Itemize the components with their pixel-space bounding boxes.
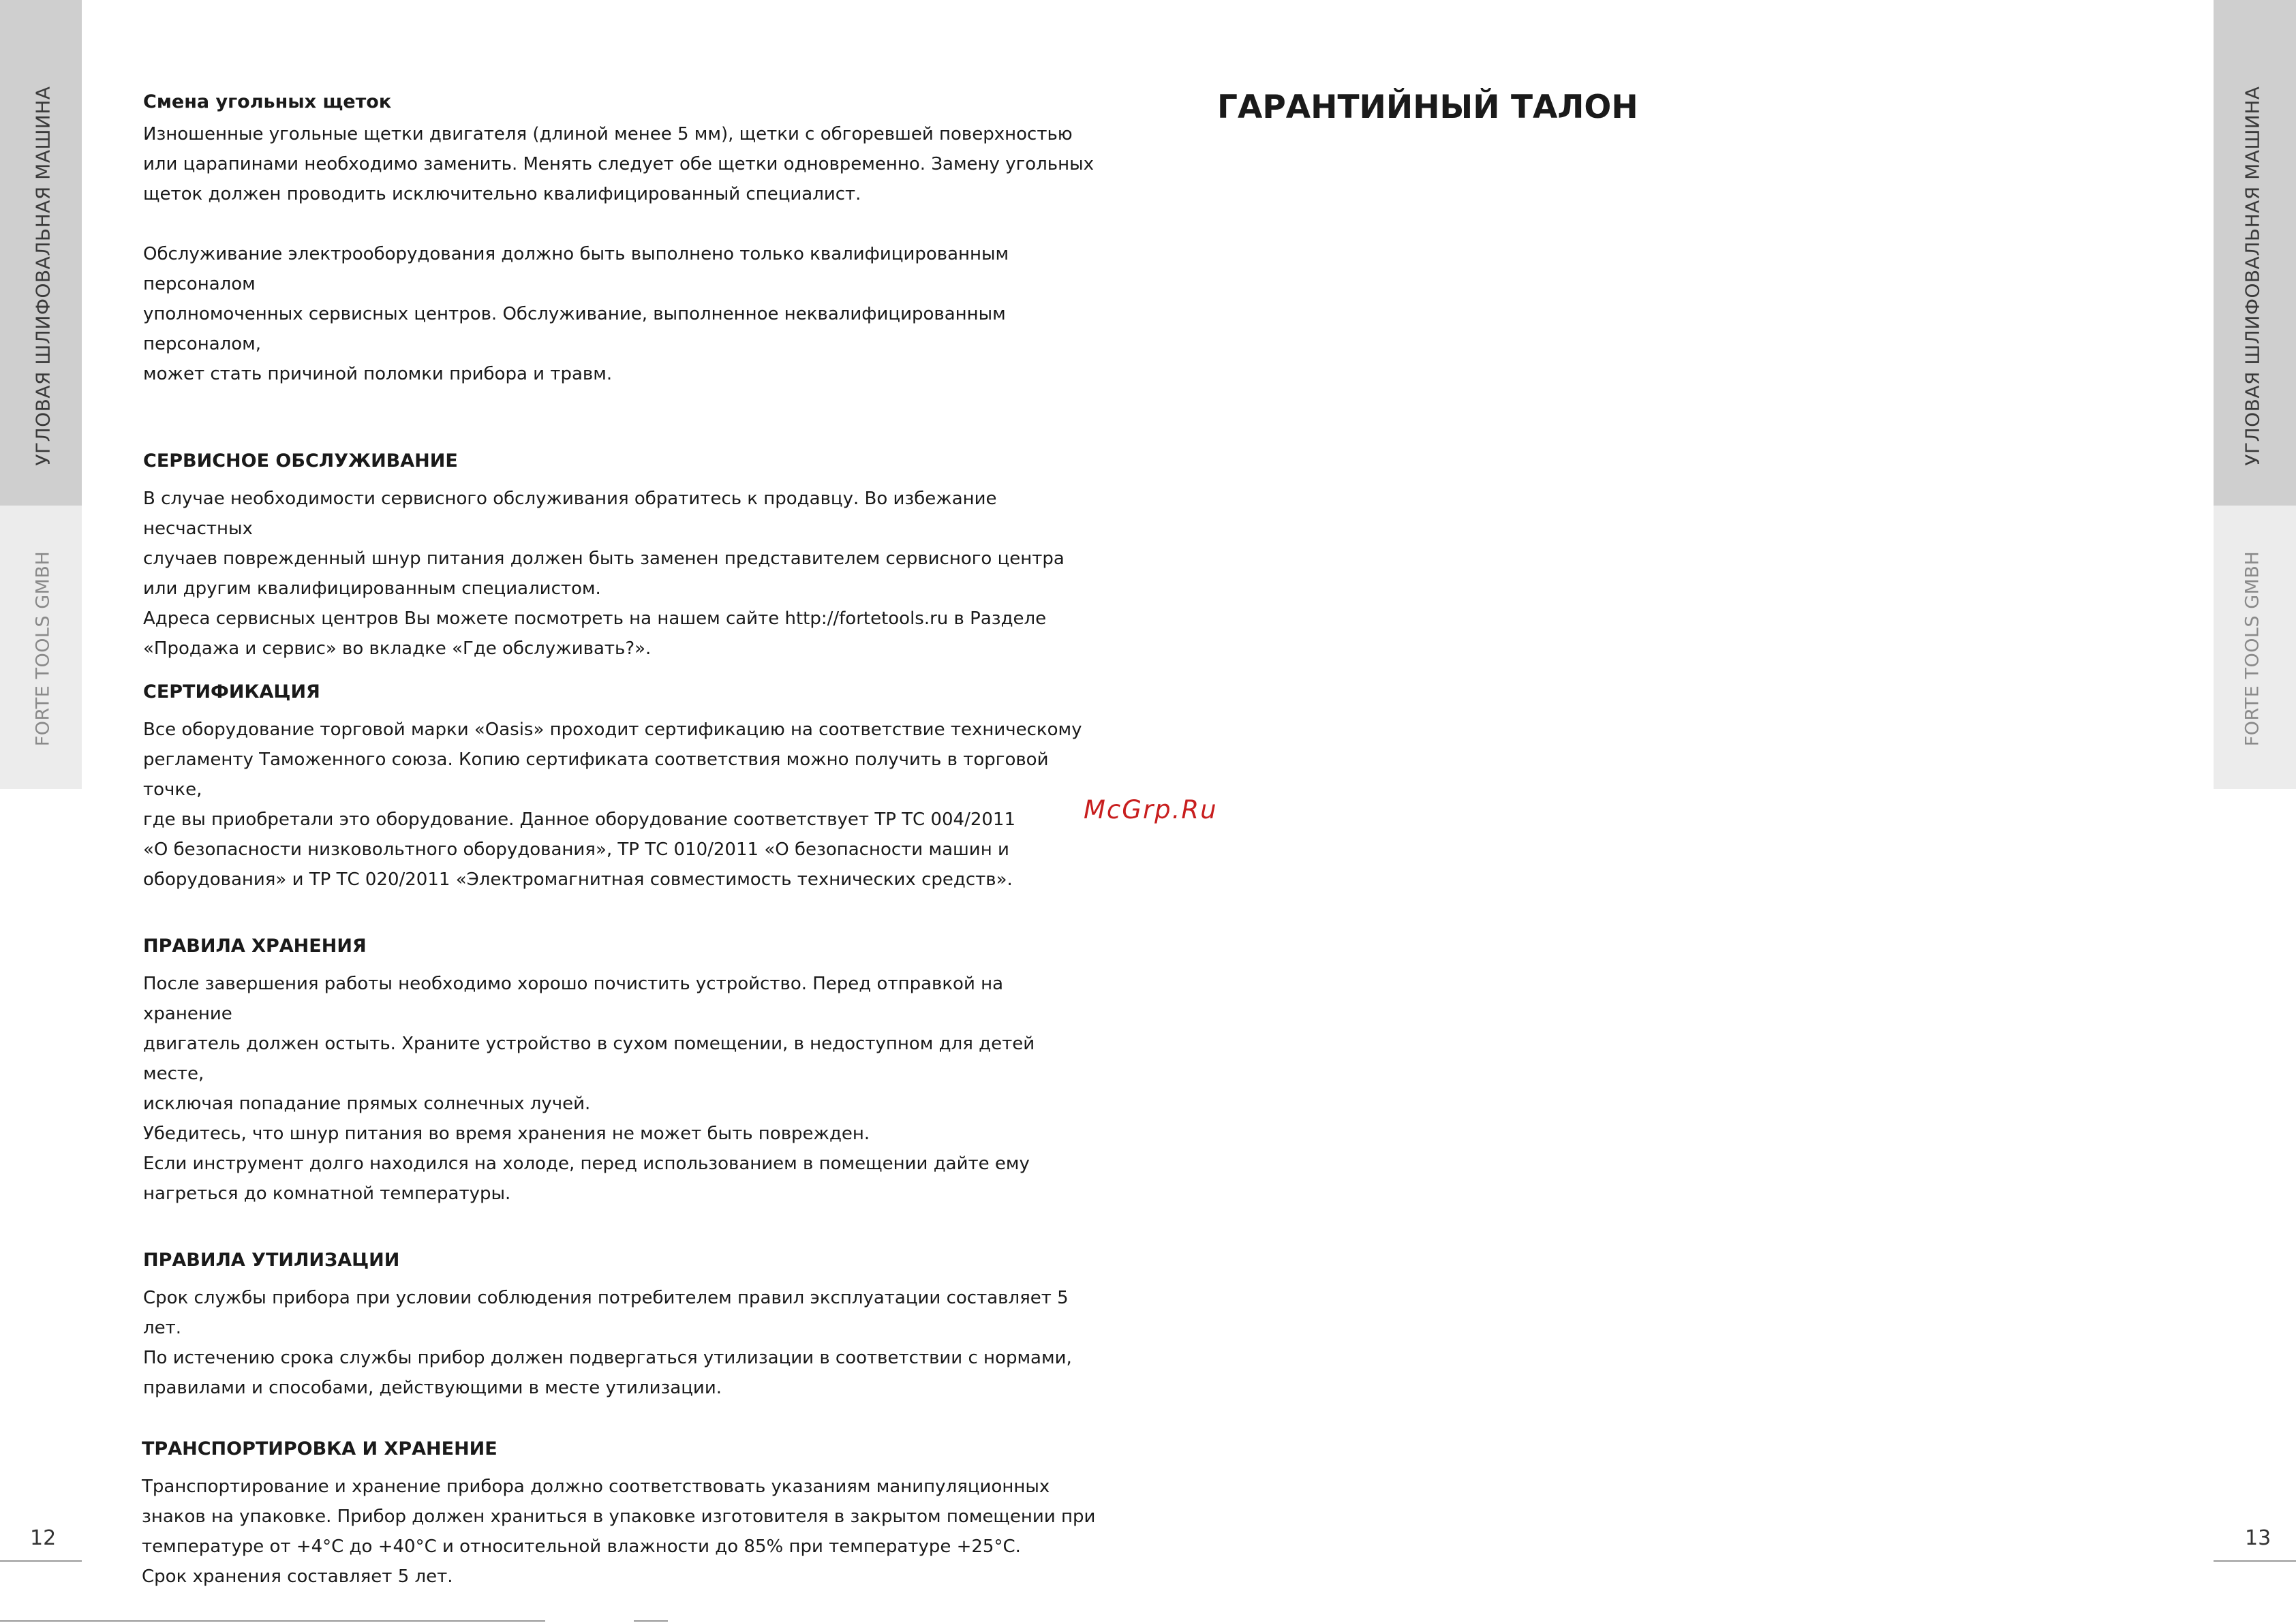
section-brushes bbox=[143, 91, 1097, 389]
service-text: В случае необходимости сервисного обслуживания обратитесь к продавцу. Во избежание несчастных случаев поврежденный шнур питания должен быть заменен представителем сервисного центра или другим квалифицированным специалистом. Адреса сервисных центров Вы можете посмотреть на нашем сайте http://fortetools.ru в Разделе «Продажа и сервис» во вкладке «Где обслуживать?». bbox=[143, 489, 1065, 659]
bottom-divider-1 bbox=[0, 1620, 545, 1622]
section-transport bbox=[142, 1438, 1097, 1592]
right-page-number: 13 bbox=[2245, 1526, 2271, 1550]
left-page-number: 12 bbox=[30, 1526, 57, 1550]
transport-heading: ТРАНСПОРТИРОВКА И ХРАНЕНИЕ bbox=[142, 1438, 498, 1459]
brushes-text: Изношенные угольные щетки двигателя (длиной менее 5 мм), щетки с обгоревшей поверхностью или царапинами необходимо заменить. Менять следует обе щетки одновременно. Замену угольных щеток должен проводить исключительно квалифицированный специалист. bbox=[143, 124, 1095, 204]
section-service bbox=[143, 450, 1097, 664]
left-page-content bbox=[143, 91, 1097, 1592]
certification-text: Все оборудование торговой марки «Oasis» проходит сертификацию на соответствие техническому регламенту Таможенного союза. Копию сертификата соответствия можно получить в торговой точке, где вы приобретали это оборудование. Данное оборудование соответствует ТР ТС 004/2011 «О безопасности низковольтного оборудования», ТР ТС 010/2011 «О безопасности машин и оборудования» и ТР ТС 020/2011 «Электромагнитная совместимость технических средств». bbox=[143, 720, 1082, 890]
warranty-title: ГАРАНТИЙНЫЙ ТАЛОН bbox=[1217, 89, 1638, 126]
storage-text: После завершения работы необходимо хорошо почистить устройство. Перед отправкой на хранение двигатель должен остыть. Храните устройство в сухом помещении, в недоступном для детей месте, исключая попадание прямых солнечных лучей. Убедитесь, что шнур питания во время хранения не может быть поврежден. Если инструмент долго находился на холоде, перед использованием в помещении дайте ему нагреться до комнатной температуры. bbox=[143, 974, 1035, 1204]
section-storage bbox=[143, 936, 1097, 1209]
bottom-divider-2 bbox=[634, 1620, 668, 1622]
left-brand-label: FORTE TOOLS GMBH bbox=[32, 551, 54, 747]
right-product-label: УГЛОВАЯ ШЛИФОВАЛЬНАЯ МАШИНА bbox=[2241, 86, 2264, 466]
transport-text: Транспортирование и хранение прибора должно соответствовать указаниям манипуляционных знаков на упаковке. Прибор должен храниться в упаковке изготовителя в закрытом помещении при температуре от +4°С до +40°С и относительной влажности до 85% при температуре +25°С. Срок хранения составляет 5 лет. bbox=[142, 1477, 1096, 1587]
service-heading: СЕРВИСНОЕ ОБСЛУЖИВАНИЕ bbox=[143, 450, 458, 472]
brushes-heading: Смена угольных щеток bbox=[143, 91, 392, 112]
left-product-label: УГЛОВАЯ ШЛИФОВАЛЬНАЯ МАШИНА bbox=[31, 86, 55, 466]
disposal-heading: ПРАВИЛА УТИЛИЗАЦИИ bbox=[143, 1250, 400, 1271]
section-disposal bbox=[143, 1250, 1097, 1403]
certification-heading: СЕРТИФИКАЦИЯ bbox=[143, 681, 320, 702]
watermark: McGrp.Ru bbox=[1084, 795, 1218, 824]
left-page-rule bbox=[0, 1560, 82, 1562]
brushes-text-2: Обслуживание электрооборудования должно быть выполнено только квалифицированным персоналом уполномоченных сервисных центров. Обслуживание, выполненное неквалифицированным персоналом, может стать причиной поломки прибора и травм. bbox=[143, 244, 1009, 384]
section-certification bbox=[143, 681, 1097, 895]
right-brand-label: FORTE TOOLS GMBH bbox=[2241, 551, 2263, 747]
disposal-text: Срок службы прибора при условии соблюдения потребителем правил эксплуатации составляет 5 лет. По истечению срока службы прибор должен подвергаться утилизации в соответствии с нормами, правилами и способами, действующими в месте утилизации. bbox=[143, 1288, 1072, 1398]
storage-heading: ПРАВИЛА ХРАНЕНИЯ bbox=[143, 936, 367, 957]
right-page-rule bbox=[2214, 1560, 2296, 1562]
